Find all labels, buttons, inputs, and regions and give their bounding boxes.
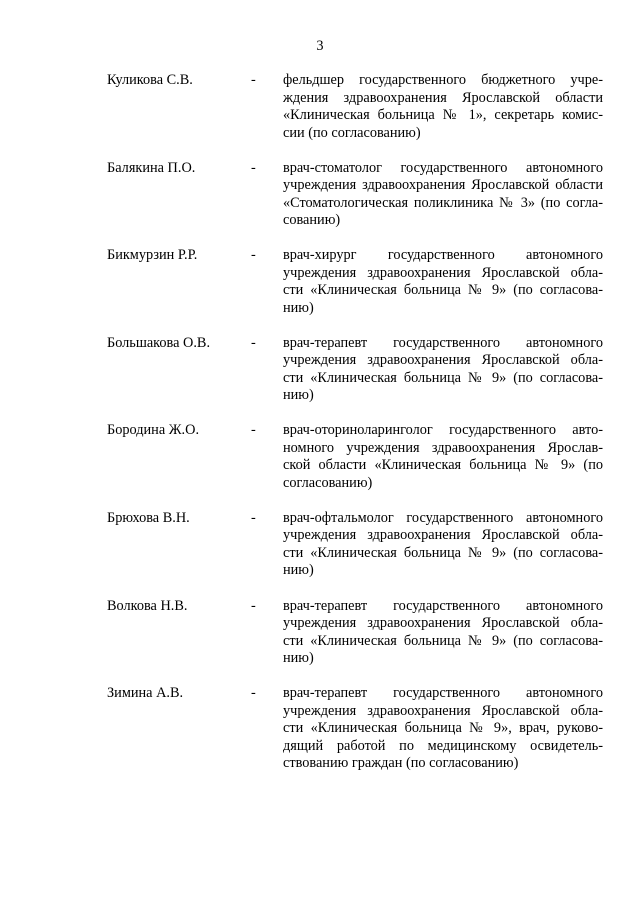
description-line: нию) (283, 387, 314, 404)
description-line: врач-хирург государственного автономного (283, 247, 603, 264)
member-name: Волкова Н.В. (107, 597, 188, 614)
separator-dash: - (251, 685, 256, 702)
description-line: нию) (283, 299, 314, 316)
separator-dash: - (251, 422, 256, 439)
member-description (283, 335, 603, 405)
separator-dash: - (251, 247, 256, 264)
description-line: врач-терапевт государственного автономного (283, 334, 603, 351)
description-line: сии (по согласованию) (283, 124, 421, 141)
separator-dash: - (251, 509, 256, 526)
member-description (283, 72, 603, 142)
member-name: Большакова О.В. (107, 334, 211, 351)
description-line: дящий работой по медицинскому освидетель- (283, 737, 603, 754)
description-line: сованию) (283, 212, 341, 229)
member-entry (0, 72, 640, 142)
description-line: «Клиническая больница № 1», секретарь комис- (283, 107, 603, 123)
member-description (283, 598, 603, 668)
member-name: Бородина Ж.О. (107, 422, 200, 439)
description-line: ствованию граждан (по согласованию) (283, 755, 519, 772)
description-line: «Стоматологическая поликлиника № 3» (по согла- (283, 194, 603, 211)
separator-dash: - (251, 159, 256, 176)
description-line: врач-терапевт государственного автономного (283, 685, 603, 702)
description-line: врач-стоматолог государственного автономного (283, 159, 603, 176)
separator-dash: - (251, 72, 256, 88)
member-entry (0, 422, 640, 492)
description-line: фельдшер государственного бюджетного учре- (283, 72, 603, 88)
description-line: учреждения здравоохранения Ярославской обла- (283, 264, 603, 281)
member-entry (0, 335, 640, 405)
description-line: сти «Клиническая больница № 9» (по согласова- (283, 369, 603, 386)
commission-members-list (0, 72, 640, 808)
member-description (283, 422, 603, 492)
description-line: учреждения здравоохранения Ярославской обла- (283, 702, 603, 719)
member-entry (0, 598, 640, 668)
member-description (283, 510, 603, 580)
description-line: сти «Клиническая больница № 9» (по согласова- (283, 544, 603, 561)
separator-dash: - (251, 334, 256, 351)
member-description (283, 247, 603, 317)
description-line: ждения здравоохранения Ярославской области (283, 89, 603, 106)
member-entry (0, 685, 640, 790)
description-line: номного учреждения здравоохранения Ярослав- (283, 439, 603, 456)
member-name: Балякина П.О. (107, 159, 196, 176)
description-line: нию) (283, 650, 314, 667)
member-entry (0, 510, 640, 580)
description-line: сти «Клиническая больница № 9» (по согласова- (283, 282, 603, 299)
member-entry (0, 160, 640, 230)
member-name: Зимина А.В. (107, 685, 184, 702)
separator-dash: - (251, 597, 256, 614)
description-line: сти «Клиническая больница № 9» (по согласова- (283, 632, 603, 649)
member-name: Брюхова В.Н. (107, 509, 190, 526)
description-line: учреждения здравоохранения Ярославской обла- (283, 352, 603, 369)
member-name: Куликова С.В. (107, 72, 193, 88)
description-line: нию) (283, 562, 314, 579)
description-line: ской области «Клиническая больница № 9» (по (283, 457, 603, 474)
member-description (283, 160, 603, 230)
description-line: сти «Клиническая больница № 9», врач, руково- (283, 720, 603, 737)
description-line: учреждения здравоохранения Ярославской обла- (283, 615, 603, 632)
description-line: учреждения здравоохранения Ярославской области (283, 177, 603, 194)
description-line: врач-оториноларинголог государственного авто- (283, 422, 603, 439)
description-line: врач-офтальмолог государственного автономного (283, 509, 603, 526)
description-line: согласованию) (283, 474, 373, 491)
member-description (283, 685, 603, 773)
member-name: Бикмурзин Р.Р. (107, 247, 198, 264)
page-number: 3 (316, 38, 324, 54)
description-line: врач-терапевт государственного автономного (283, 597, 603, 614)
description-line: учреждения здравоохранения Ярославской обла- (283, 527, 603, 544)
member-entry (0, 247, 640, 317)
